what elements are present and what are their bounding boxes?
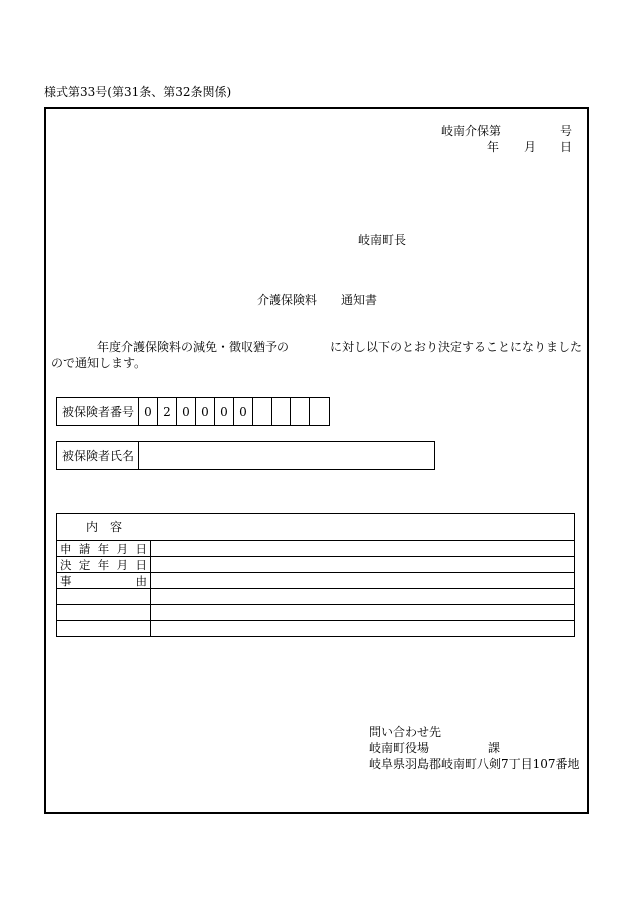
content-row-label bbox=[57, 605, 151, 620]
content-table-header bbox=[57, 514, 574, 541]
content-row bbox=[57, 605, 574, 621]
insured-number-row bbox=[56, 397, 330, 426]
date-day: 日 bbox=[560, 140, 573, 154]
content-row-value[interactable] bbox=[151, 605, 574, 620]
content-row-label-char: 年 bbox=[97, 557, 110, 572]
content-row-label-char: 決 bbox=[60, 557, 72, 572]
insured-number-digit[interactable] bbox=[272, 398, 291, 425]
content-row-label bbox=[57, 573, 151, 588]
content-row-value[interactable] bbox=[151, 573, 574, 588]
content-row bbox=[57, 541, 574, 557]
insured-name-label: 被保険者氏名 bbox=[57, 442, 139, 469]
insured-name-field[interactable] bbox=[139, 442, 434, 469]
content-row bbox=[57, 573, 574, 589]
insured-number-digit[interactable] bbox=[291, 398, 310, 425]
insured-number-digit[interactable]: 0 bbox=[234, 398, 253, 425]
form-number: 様式第33号(第31条、第32条関係) bbox=[44, 85, 232, 99]
content-header-label: 内 容 bbox=[86, 520, 123, 534]
content-row-label-char: 定 bbox=[78, 557, 91, 572]
content-row-label bbox=[57, 541, 151, 556]
content-row-label-char: 月 bbox=[116, 541, 129, 556]
content-row-label-char: 由 bbox=[135, 573, 147, 588]
document-number-suffix: 号 bbox=[560, 124, 573, 138]
body-line1-part2: に対し以下のとおり決定することになりました bbox=[330, 340, 583, 354]
insured-number-digit[interactable] bbox=[310, 398, 329, 425]
contact-office: 岐南町役場 bbox=[369, 741, 430, 755]
title-right: 通知書 bbox=[341, 293, 378, 307]
content-row-label-char: 日 bbox=[135, 557, 147, 572]
content-row-label bbox=[57, 589, 151, 604]
contact-heading: 問い合わせ先 bbox=[369, 725, 442, 739]
content-row-label-char: 事 bbox=[60, 573, 72, 588]
insured-number-digit[interactable]: 2 bbox=[158, 398, 177, 425]
content-row-label bbox=[57, 557, 151, 572]
content-row bbox=[57, 621, 574, 636]
content-row-label-char: 日 bbox=[135, 541, 147, 556]
document-number-prefix: 岐南介保第 bbox=[441, 124, 502, 138]
content-row-value[interactable] bbox=[151, 541, 574, 556]
insured-name-row bbox=[56, 441, 435, 470]
content-row-value[interactable] bbox=[151, 557, 574, 572]
insured-number-label: 被保険者番号 bbox=[57, 398, 139, 425]
content-row bbox=[57, 589, 574, 605]
content-row-label-char: 請 bbox=[78, 541, 91, 556]
title-left: 介護保険料 bbox=[257, 293, 318, 307]
body-line1-part1: 年度介護保険料の減免・徴収猶予の bbox=[97, 340, 290, 354]
contact-section: 課 bbox=[488, 741, 501, 755]
date-month: 月 bbox=[524, 140, 537, 154]
content-row-label bbox=[57, 621, 151, 636]
content-row-label-char: 月 bbox=[116, 557, 129, 572]
content-row-label-char: 年 bbox=[97, 541, 110, 556]
insured-number-digit[interactable]: 0 bbox=[196, 398, 215, 425]
insured-number-digit[interactable]: 0 bbox=[215, 398, 234, 425]
content-row-value[interactable] bbox=[151, 589, 574, 604]
insured-number-digit[interactable]: 0 bbox=[139, 398, 158, 425]
content-row-label-char: 申 bbox=[60, 541, 72, 556]
insured-number-digit[interactable] bbox=[253, 398, 272, 425]
date-year: 年 bbox=[487, 140, 500, 154]
issuer: 岐南町長 bbox=[358, 233, 407, 247]
insured-number-digit[interactable]: 0 bbox=[177, 398, 196, 425]
content-row-value[interactable] bbox=[151, 621, 574, 636]
contact-address: 岐阜県羽島郡岐南町八剣7丁目107番地 bbox=[369, 757, 580, 771]
content-table bbox=[56, 513, 575, 637]
content-row bbox=[57, 557, 574, 573]
body-line2: ので通知します。 bbox=[51, 356, 147, 370]
